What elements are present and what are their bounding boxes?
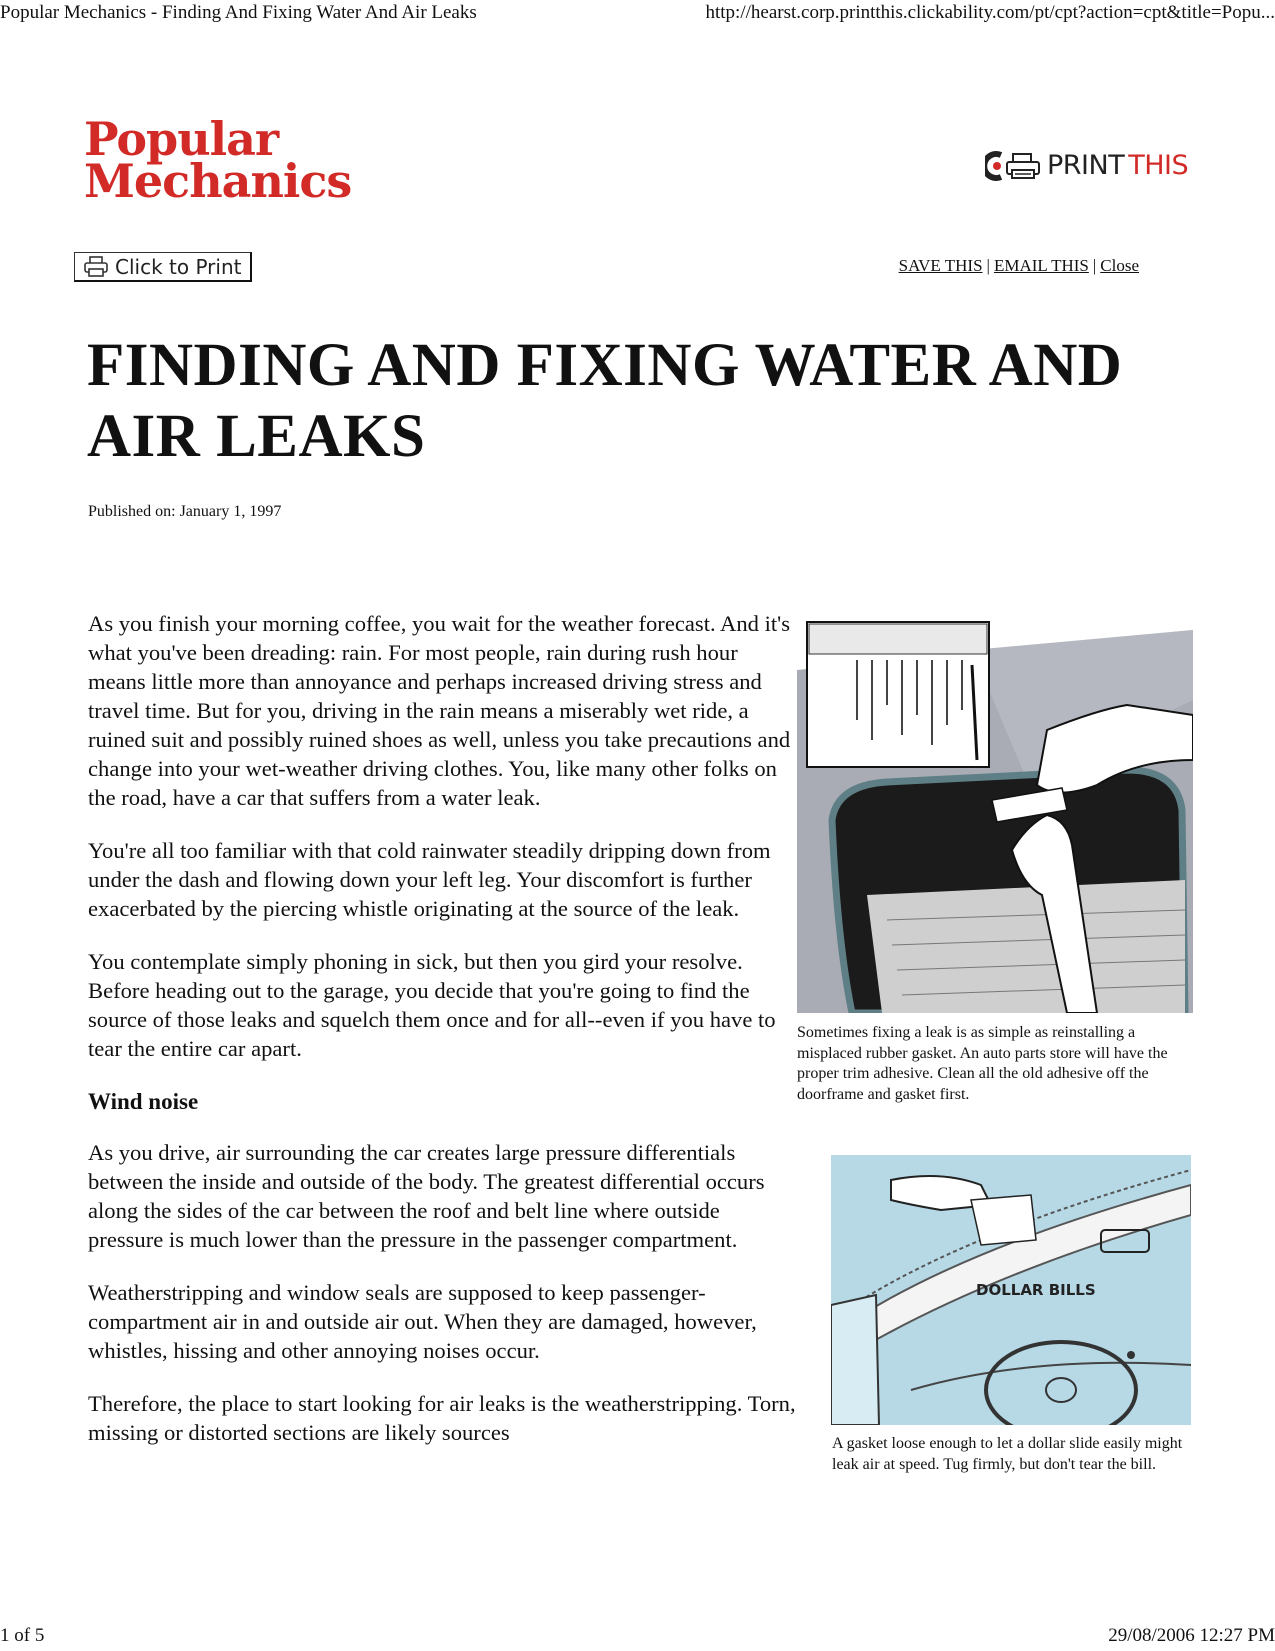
article-paragraph: As you drive, air surrounding the car creates large pressure differentials between the inside and outside of the body. The greatest differential occurs along the sides of the car between the roof and belt line where outside pressure is much lower than the pressure in the passenger compartment. (88, 1140, 765, 1252)
article-body (88, 609, 798, 1471)
save-this-link[interactable]: SAVE THIS (898, 256, 983, 275)
separator: | (1092, 256, 1097, 275)
gasket-illustration (797, 610, 1193, 1013)
print-footer-datetime: 29/08/2006 12:27 PM (1108, 1625, 1275, 1646)
published-date: Published on: January 1, 1997 (88, 503, 282, 520)
print-header-url: http://hearst.corp.printthis.clickability.com/pt/cpt?action=cpt&title=Popu... (705, 2, 1275, 23)
printthis-word-print: PRINT (1047, 150, 1125, 181)
print-footer-page: 1 of 5 (0, 1625, 45, 1646)
article-paragraph: Weatherstripping and window seals are supposed to keep passenger-compartment air in and outside air out. When they are damaged, however, whistles, hissing and other annoying noises occur. (88, 1280, 757, 1363)
popular-mechanics-logo (84, 112, 352, 208)
logo-line-2 (84, 154, 352, 208)
print-header-title: Popular Mechanics - Finding And Fixing Water And Air Leaks (0, 2, 477, 23)
printer-icon (83, 256, 109, 278)
figure-caption: A gasket loose enough to let a dollar slide easily might leak air at speed. Tug firmly, but don't tear the bill. (832, 1435, 1183, 1473)
dollar-bill-test-illustration (831, 1155, 1191, 1425)
article-actions (899, 256, 1139, 276)
figure-caption: Sometimes fixing a leak is as simple as reinstalling a misplaced rubber gasket. An auto parts store will have the proper trim adhesive. Clean all the old adhesive off the doorframe and gasket first. (797, 1024, 1168, 1103)
click-to-print-label: Click to Print (115, 254, 242, 279)
article-paragraph: You're all too familiar with that cold rainwater steadily dripping down from under the dash and flowing down your left leg. Your discomfort is further exacerbated by the piercing whistle originating at the source of the leak. (88, 838, 771, 921)
printer-icon (985, 151, 1043, 181)
separator: | (986, 256, 990, 275)
email-this-link[interactable]: EMAIL THIS (993, 256, 1089, 275)
printthis-word-this: THIS (1128, 150, 1189, 181)
click-to-print-button[interactable] (74, 252, 252, 282)
article-paragraph: Therefore, the place to start looking for air leaks is the weatherstripping. Torn, missing or distorted sections are likely sources (88, 1391, 796, 1445)
close-link[interactable]: Close (1100, 256, 1139, 275)
article-paragraph: You contemplate simply phoning in sick, but then you gird your resolve. Before heading out to the garage, you decide that you're going to find the source of those leaks and squelch them once and for all--even if you have to tear the entire car apart. (88, 949, 776, 1061)
section-heading: Wind noise (88, 1089, 199, 1114)
printthis-logo (985, 150, 1188, 181)
logo-line-1: Popular (84, 112, 279, 166)
article-paragraph: As you finish your morning coffee, you wait for the weather forecast. And it's what you've been dreading: rain. For most people, rain during rush hour means little more than annoyance and perhaps increased driving stress and travel time. But for you, driving in the rain means a miserably wet ride, a ruined suit and possibly ruined shoes as well, unless you take precautions and change into your wet-weather driving clothes. You, like many other folks on the road, have a car that suffers from a water leak. (88, 611, 791, 810)
article-title: FINDING AND FIXING WATER AND AIR LEAKS (87, 332, 1123, 470)
logo-line-2-text: Mechanics (84, 154, 352, 208)
dollar-bills-label: DOLLAR BILLS (976, 1281, 1096, 1299)
